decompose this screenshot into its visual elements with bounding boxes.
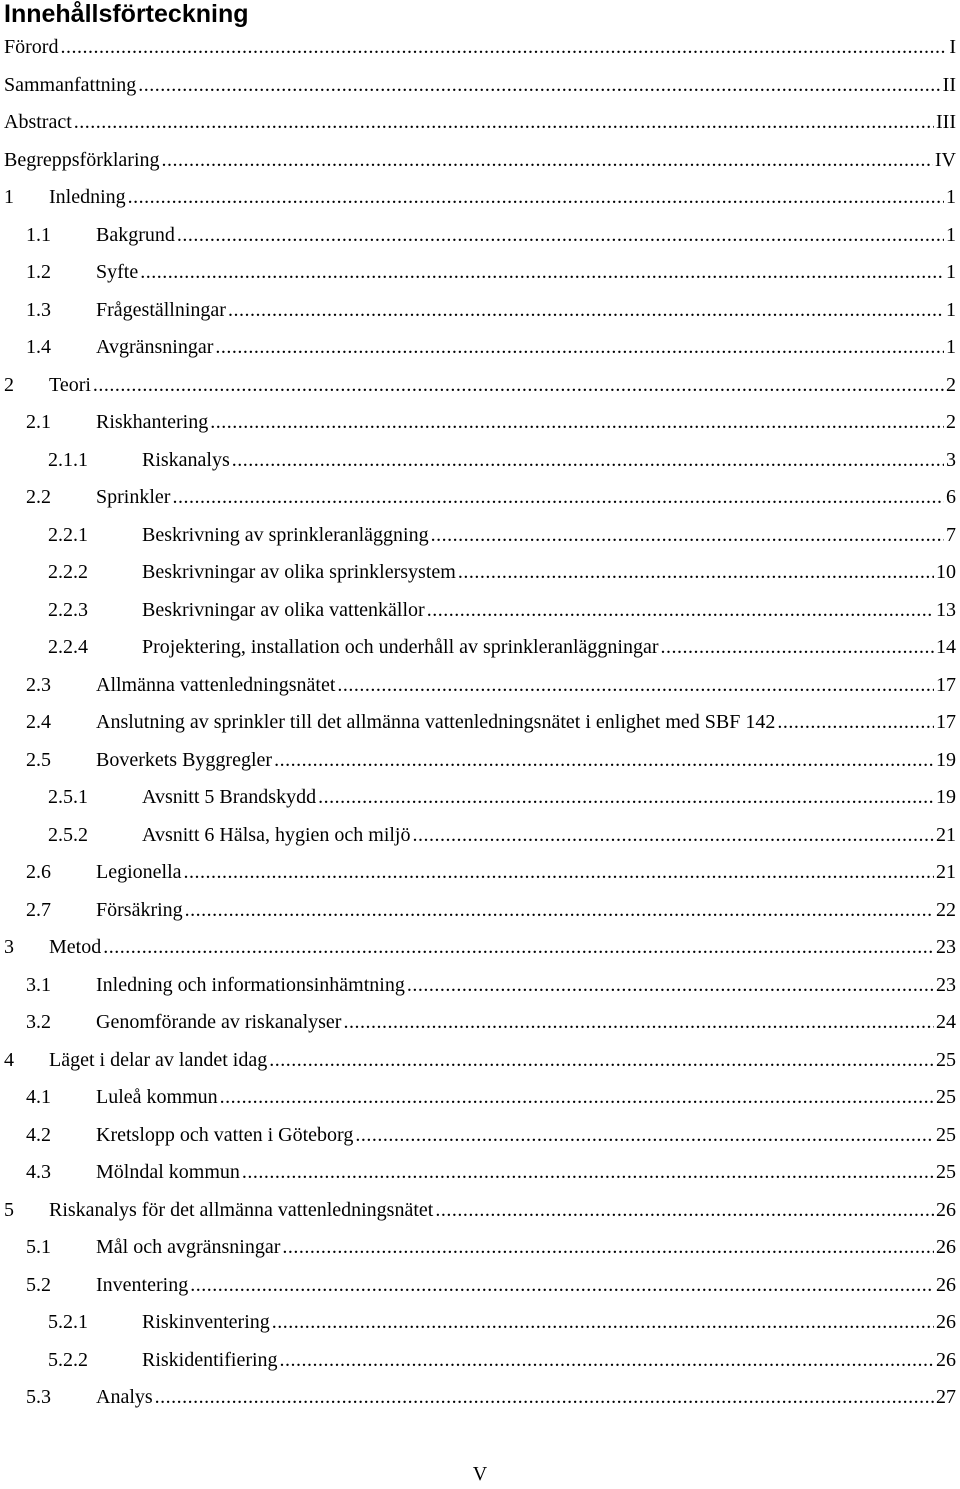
toc-dot-leader [138, 67, 940, 105]
toc-entry-page: 26 [936, 1198, 956, 1221]
toc-dot-leader [140, 254, 944, 292]
toc-entry-label: Teori [49, 373, 91, 396]
toc-entry-page: 25 [936, 1123, 956, 1146]
toc-entry[interactable] [0, 892, 960, 930]
page-number: V [472, 1463, 488, 1485]
toc-entry-label: Förord [4, 36, 59, 58]
toc-entry-number: 5.3 [26, 1386, 51, 1408]
toc-dot-leader [155, 1379, 934, 1417]
toc-entry-page: 19 [936, 748, 956, 771]
toc-entry-page: 14 [936, 636, 956, 658]
toc-entry[interactable] [0, 1379, 960, 1417]
toc-entry-page: III [936, 111, 956, 133]
toc-entry-page: 24 [936, 1011, 956, 1033]
toc-entry-number: 2.5 [26, 748, 51, 771]
toc-entry-label: Mål och avgränsningar [96, 1236, 281, 1258]
toc-entry-number: 3.2 [26, 1011, 51, 1033]
toc-entry[interactable] [0, 179, 960, 217]
toc-entry-label: Mölndal kommun [96, 1161, 240, 1183]
toc-dot-leader [190, 1267, 934, 1305]
toc-entry-number: 4.1 [26, 1086, 51, 1108]
toc-dot-leader [413, 817, 935, 855]
toc-entry[interactable] [0, 592, 960, 630]
toc-entry-number: 2.4 [26, 711, 51, 733]
toc-entry-label: Läget i delar av landet idag [49, 1048, 268, 1071]
toc-entry-label: Bakgrund [96, 223, 175, 246]
toc-dot-leader [431, 517, 944, 555]
toc-entry-page: 26 [936, 1273, 956, 1296]
toc-entry[interactable] [0, 779, 960, 817]
toc-dot-leader [407, 967, 934, 1005]
toc-entry-number: 1.4 [26, 336, 51, 358]
toc-entry-page: 2 [946, 411, 956, 433]
toc-entry-label: Riskhantering [96, 411, 209, 433]
toc-entry[interactable] [0, 1042, 960, 1080]
toc-dot-leader [282, 1229, 934, 1267]
toc-entry-label: Riskinventering [142, 1311, 270, 1333]
toc-entry-label: Projektering, installation och underhåll av sprinkleranläggningar [142, 636, 659, 658]
toc-entry-page: 6 [946, 486, 956, 508]
toc-entry[interactable] [0, 1154, 960, 1192]
toc-dot-leader [272, 1304, 934, 1342]
toc-entry[interactable] [0, 704, 960, 742]
toc-dot-leader [337, 667, 934, 705]
page-title: Innehållsförteckning [4, 0, 249, 28]
toc-entry[interactable] [0, 1229, 960, 1267]
toc-dot-leader [60, 29, 947, 67]
toc-dot-leader [280, 1342, 934, 1380]
toc-entry[interactable] [0, 442, 960, 480]
toc-entry[interactable] [0, 329, 960, 367]
toc-entry-label: Riskanalys för det allmänna vattenledningsnätet [49, 1198, 434, 1221]
toc-entry-label: Metod [49, 936, 102, 958]
toc-entry-number: 2.2.2 [48, 561, 88, 583]
toc-entry-number: 4.2 [26, 1123, 51, 1146]
toc-entry-label: Riskidentifiering [142, 1348, 278, 1371]
toc-entry-number: 2.2.4 [48, 636, 88, 658]
toc-entry[interactable] [0, 1192, 960, 1230]
toc-entry-label: Avsnitt 6 Hälsa, hygien och miljö [142, 823, 411, 846]
toc-entry-page: 1 [946, 298, 956, 321]
toc-dot-leader [343, 1004, 934, 1042]
toc-entry-label: Inledning [49, 186, 126, 208]
toc-entry[interactable] [0, 629, 960, 667]
toc-entry-label: Begreppsförklaring [4, 148, 160, 171]
toc-entry-number: 1 [4, 186, 14, 208]
toc-entry-label: Beskrivning av sprinkleranläggning [142, 523, 429, 546]
toc-dot-leader [435, 1192, 934, 1230]
toc-dot-leader [228, 292, 944, 330]
toc-entry-number: 2.3 [26, 673, 51, 696]
toc-entry-number: 2.5.2 [48, 823, 88, 846]
toc-entry-page: 25 [936, 1161, 956, 1183]
toc-entry-page: 2 [946, 373, 956, 396]
toc-entry-label: Boverkets Byggregler [96, 748, 273, 771]
toc-dot-leader [274, 742, 934, 780]
toc-dot-leader [215, 329, 944, 367]
toc-entry-label: Legionella [96, 861, 182, 883]
toc-entry-page: 23 [936, 936, 956, 958]
toc-entry-label: Försäkring [96, 898, 183, 921]
toc-entry[interactable] [0, 817, 960, 855]
toc-entry-number: 2.2.3 [48, 598, 88, 621]
toc-entry-page: 13 [936, 598, 956, 621]
toc-entry-label: Frågeställningar [96, 298, 226, 321]
toc-list [0, 29, 960, 1417]
toc-entry-label: Sammanfattning [4, 73, 137, 96]
toc-entry-number: 2.6 [26, 861, 51, 883]
toc-entry-number: 2.2 [26, 486, 51, 508]
toc-entry[interactable] [0, 404, 960, 442]
toc-dot-leader [458, 554, 934, 592]
toc-entry-number: 2.2.1 [48, 523, 88, 546]
toc-dot-leader [232, 442, 944, 480]
toc-entry-label: Kretslopp och vatten i Göteborg [96, 1123, 354, 1146]
toc-dot-leader [242, 1154, 934, 1192]
toc-entry[interactable] [0, 292, 960, 330]
toc-entry-label: Avgränsningar [96, 336, 214, 358]
toc-entry-number: 2.1.1 [48, 448, 88, 471]
toc-entry[interactable] [0, 479, 960, 517]
toc-entry[interactable] [0, 554, 960, 592]
toc-entry[interactable] [0, 1117, 960, 1155]
toc-entry-label: Luleå kommun [96, 1086, 218, 1108]
toc-entry[interactable] [0, 1267, 960, 1305]
toc-entry[interactable] [0, 929, 960, 967]
toc-entry-page: 22 [936, 898, 956, 921]
toc-entry-label: Inledning och informationsinhämtning [96, 973, 405, 996]
toc-entry-page: 23 [936, 973, 956, 996]
toc-entry-number: 5 [4, 1198, 14, 1221]
toc-dot-leader [355, 1117, 934, 1155]
toc-entry-page: 1 [946, 261, 956, 283]
toc-entry[interactable] [0, 142, 960, 180]
toc-entry-number: 5.2.1 [48, 1311, 88, 1333]
toc-dot-leader [777, 704, 934, 742]
toc-entry-page: 1 [946, 186, 956, 208]
toc-entry-page: 21 [936, 823, 956, 846]
toc-entry-label: Analys [96, 1386, 153, 1408]
toc-entry-number: 3 [4, 936, 14, 958]
toc-entry[interactable] [0, 1304, 960, 1342]
toc-entry-label: Avsnitt 5 Brandskydd [142, 786, 317, 808]
toc-entry-label: Allmänna vattenledningsnätet [96, 673, 336, 696]
toc-entry[interactable] [0, 67, 960, 105]
toc-dot-leader [427, 592, 934, 630]
toc-entry[interactable] [0, 367, 960, 405]
toc-dot-leader [162, 142, 933, 180]
toc-entry-page: 10 [936, 561, 956, 583]
toc-entry[interactable] [0, 104, 960, 142]
toc-entry-page: II [942, 73, 956, 96]
toc-entry[interactable] [0, 1342, 960, 1380]
toc-entry-page: 26 [936, 1311, 956, 1333]
toc-entry-page: 26 [936, 1236, 956, 1258]
toc-dot-leader [318, 779, 934, 817]
toc-entry-number: 1.2 [26, 261, 51, 283]
toc-entry-page: 17 [936, 673, 956, 696]
toc-dot-leader [269, 1042, 934, 1080]
toc-entry-label: Genomförande av riskanalyser [96, 1011, 342, 1033]
toc-entry-page: I [949, 36, 956, 58]
toc-entry-number: 2.1 [26, 411, 51, 433]
toc-entry-number: 5.1 [26, 1236, 51, 1258]
toc-entry-page: IV [934, 148, 956, 171]
toc-entry-label: Sprinkler [96, 486, 171, 508]
toc-dot-leader [93, 367, 944, 405]
toc-entry-number: 1.1 [26, 223, 51, 246]
toc-entry[interactable] [0, 254, 960, 292]
toc-entry-label: Beskrivningar av olika vattenkällor [142, 598, 425, 621]
toc-entry-page: 25 [936, 1086, 956, 1108]
toc-entry-label: Syfte [96, 261, 139, 283]
toc-entry-number: 2 [4, 373, 14, 396]
toc-entry-number: 4.3 [26, 1161, 51, 1183]
toc-entry-number: 1.3 [26, 298, 51, 321]
toc-entry-number: 5.2 [26, 1273, 51, 1296]
toc-entry[interactable] [0, 742, 960, 780]
toc-dot-leader [103, 929, 934, 967]
toc-entry-label: Riskanalys [142, 448, 230, 471]
toc-entry-label: Anslutning av sprinkler till det allmänna vattenledningsnätet i enlighet med SBF 142 [96, 711, 776, 733]
toc-entry-label: Inventering [96, 1273, 189, 1296]
toc-dot-leader [185, 892, 934, 930]
toc-dot-leader [128, 179, 944, 217]
toc-entry[interactable] [0, 1079, 960, 1117]
toc-dot-leader [74, 104, 934, 142]
toc-entry[interactable] [0, 217, 960, 255]
toc-entry[interactable] [0, 517, 960, 555]
toc-entry-page: 19 [936, 786, 956, 808]
toc-entry-page: 25 [936, 1048, 956, 1071]
toc-dot-leader [220, 1079, 934, 1117]
toc-dot-leader [184, 854, 934, 892]
toc-entry-page: 1 [946, 336, 956, 358]
toc-entry[interactable] [0, 854, 960, 892]
toc-entry-label: Abstract [4, 111, 72, 133]
toc-entry-page: 7 [946, 523, 956, 546]
toc-entry-page: 1 [946, 223, 956, 246]
toc-dot-leader [177, 217, 944, 255]
toc-dot-leader [172, 479, 944, 517]
toc-entry-page: 26 [936, 1348, 956, 1371]
toc-dot-leader [210, 404, 944, 442]
toc-entry-page: 21 [936, 861, 956, 883]
toc-dot-leader [661, 629, 934, 667]
toc-entry-number: 4 [4, 1048, 14, 1071]
toc-entry-number: 2.7 [26, 898, 51, 921]
toc-entry-number: 5.2.2 [48, 1348, 88, 1371]
toc-entry[interactable] [0, 29, 960, 67]
toc-entry[interactable] [0, 967, 960, 1005]
toc-entry[interactable] [0, 667, 960, 705]
toc-entry-page: 3 [946, 448, 956, 471]
toc-entry-page: 17 [936, 711, 956, 733]
toc-entry[interactable] [0, 1004, 960, 1042]
toc-entry-number: 2.5.1 [48, 786, 88, 808]
toc-entry-label: Beskrivningar av olika sprinklersystem [142, 561, 456, 583]
toc-entry-page: 27 [936, 1386, 956, 1408]
toc-entry-number: 3.1 [26, 973, 51, 996]
